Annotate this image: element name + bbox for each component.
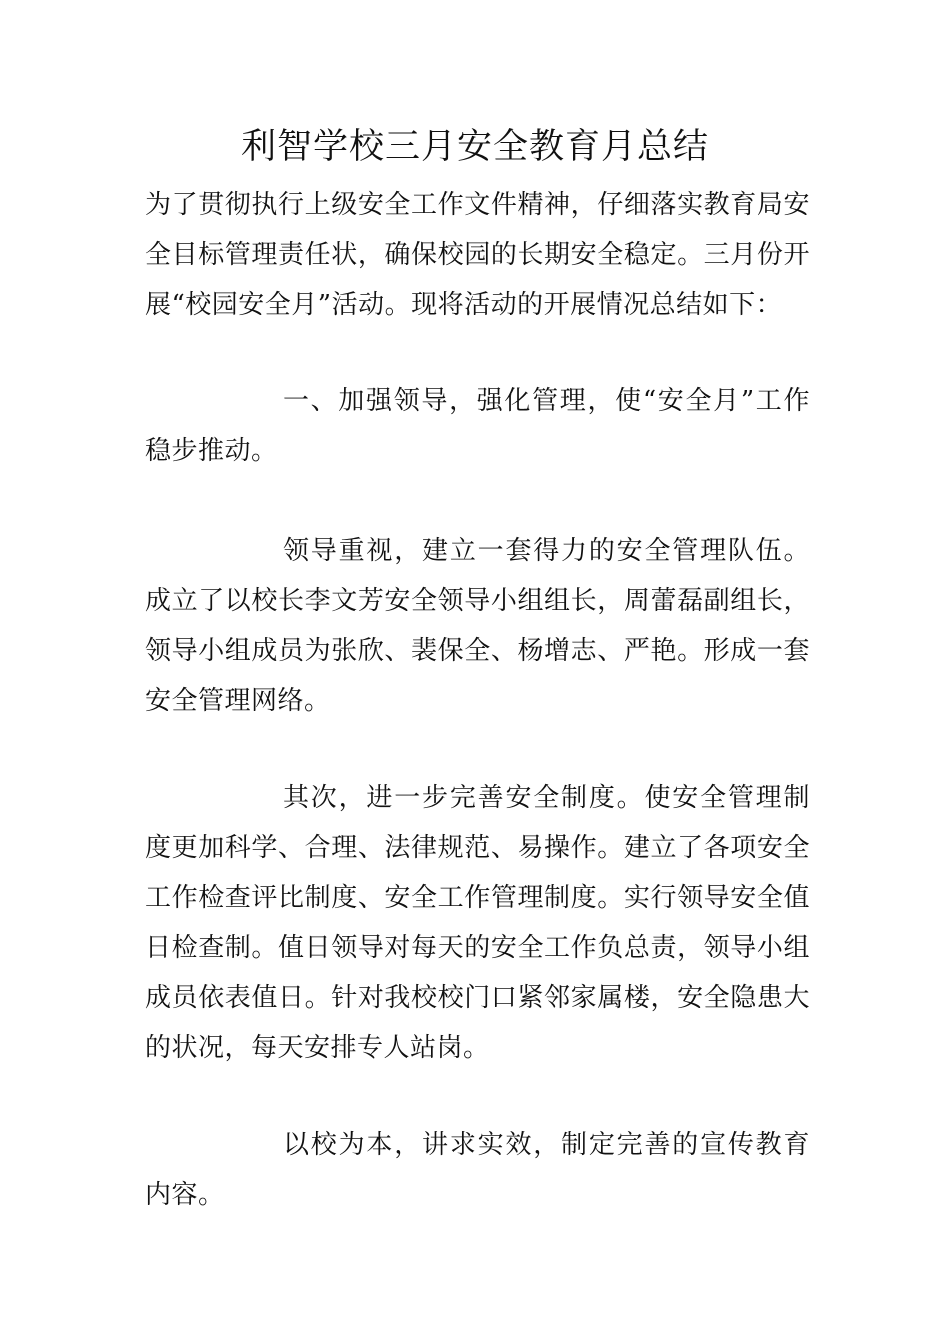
section-heading-one: 一、加强领导，强化管理，使“安全月”工作稳步推动。 (145, 386, 810, 466)
document-title: 利智学校三月安全教育月总结 (240, 127, 709, 167)
section-heading-two: 以校为本，讲求实效，制定完善的宣传教育内容。 (145, 1130, 810, 1210)
intro-paragraph: 为了贯彻执行上级安全工作文件精神，仔细落实教育局安全目标管理责任状，确保校园的长期安全稳定。三月份开展“校园安全月”活动。现将活动的开展情况总结如下： (145, 190, 810, 320)
leadership-paragraph: 领导重视，建立一套得力的安全管理队伍。成立了以校长李文芳安全领导小组组长，周蕾磊副组长，领导小组成员为张欣、裴保全、杨增志、严艳。形成一套安全管理网络。 (145, 536, 810, 716)
secondly-paragraph: 其次，进一步完善安全制度。使安全管理制度更加科学、合理、法律规范、易操作。建立了各项安全工作检查评比制度、安全工作管理制度。实行领导安全值日检查制。值日领导对每天的安全工作负总责，领导小组成员依表值日。针对我校校门口紧邻家属楼，安全隐患大的状况，每天安排专人站岗。 (145, 783, 810, 1063)
